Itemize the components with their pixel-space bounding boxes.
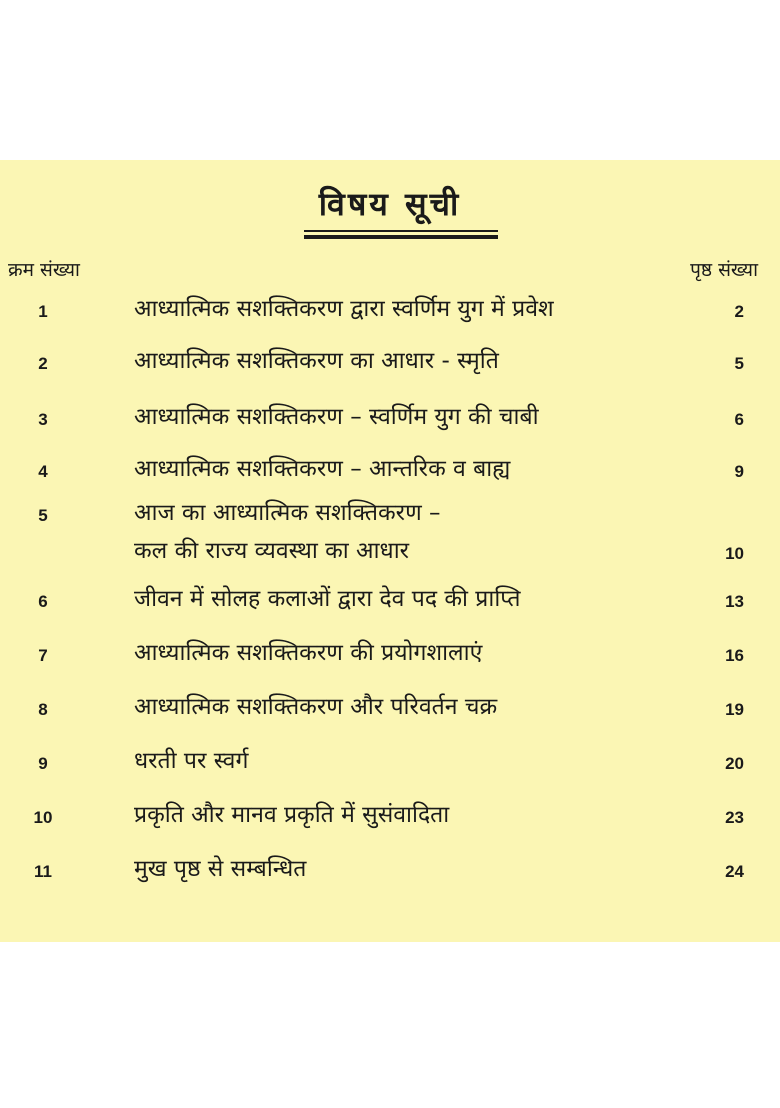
entry-page: 16	[725, 646, 744, 665]
entry-title: जीवन में सोलह कलाओं द्वारा देव पद की प्राप्ति	[134, 586, 521, 612]
entry-number: 8	[38, 700, 48, 719]
page-column-header: पृष्ठ संख्या	[690, 259, 758, 281]
serial-column-header: क्रम संख्या	[8, 259, 80, 281]
entry-title: आध्यात्मिक सशक्तिकरण – स्वर्णिम युग की चाबी	[134, 404, 539, 430]
entry-number: 7	[38, 646, 48, 665]
entry-number: 5	[38, 506, 48, 525]
entry-page: 24	[725, 862, 744, 881]
title-underline-thin	[304, 230, 498, 232]
entry-title: आज का आध्यात्मिक सशक्तिकरण –	[134, 500, 441, 526]
entry-page: 23	[725, 808, 744, 827]
entry-page: 20	[725, 754, 744, 773]
entry-number: 4	[38, 462, 48, 481]
entry-page: 10	[725, 544, 744, 563]
entry-title: आध्यात्मिक सशक्तिकरण और परिवर्तन चक्र	[134, 694, 498, 720]
entry-page: 19	[725, 700, 744, 719]
entry-title: आध्यात्मिक सशक्तिकरण द्वारा स्वर्णिम युग में प्रवेश	[134, 296, 554, 322]
page-title: विषय सूची	[318, 185, 462, 223]
entry-number: 10	[33, 808, 53, 827]
entry-title: आध्यात्मिक सशक्तिकरण का आधार - स्मृति	[134, 348, 499, 374]
entry-number: 9	[38, 754, 48, 773]
entry-page: 5	[734, 354, 744, 373]
entry-number: 2	[38, 354, 48, 373]
entry-page: 13	[725, 592, 744, 611]
entry-title: आध्यात्मिक सशक्तिकरण की प्रयोगशालाएं	[134, 640, 483, 666]
entry-title: प्रकृति और मानव प्रकृति में सुसंवादिता	[134, 802, 450, 828]
entry-number: 11	[34, 862, 52, 881]
entry-number: 1	[38, 302, 48, 321]
entry-number: 3	[38, 410, 48, 429]
entry-title: धरती पर स्वर्ग	[134, 748, 249, 774]
title-underline-thick	[304, 235, 498, 239]
entry-title: मुख पृष्ठ से सम्बन्धित	[134, 856, 307, 882]
entry-page: 9	[734, 462, 744, 481]
entry-page: 6	[734, 410, 744, 429]
entry-title: आध्यात्मिक सशक्तिकरण – आन्तरिक व बाह्य	[134, 456, 511, 482]
entry-title-continued: कल की राज्य व्यवस्था का आधार	[134, 538, 410, 564]
entry-number: 6	[38, 592, 48, 611]
toc-page	[0, 160, 780, 942]
title-wrap	[0, 182, 780, 225]
entry-page: 2	[734, 302, 744, 321]
